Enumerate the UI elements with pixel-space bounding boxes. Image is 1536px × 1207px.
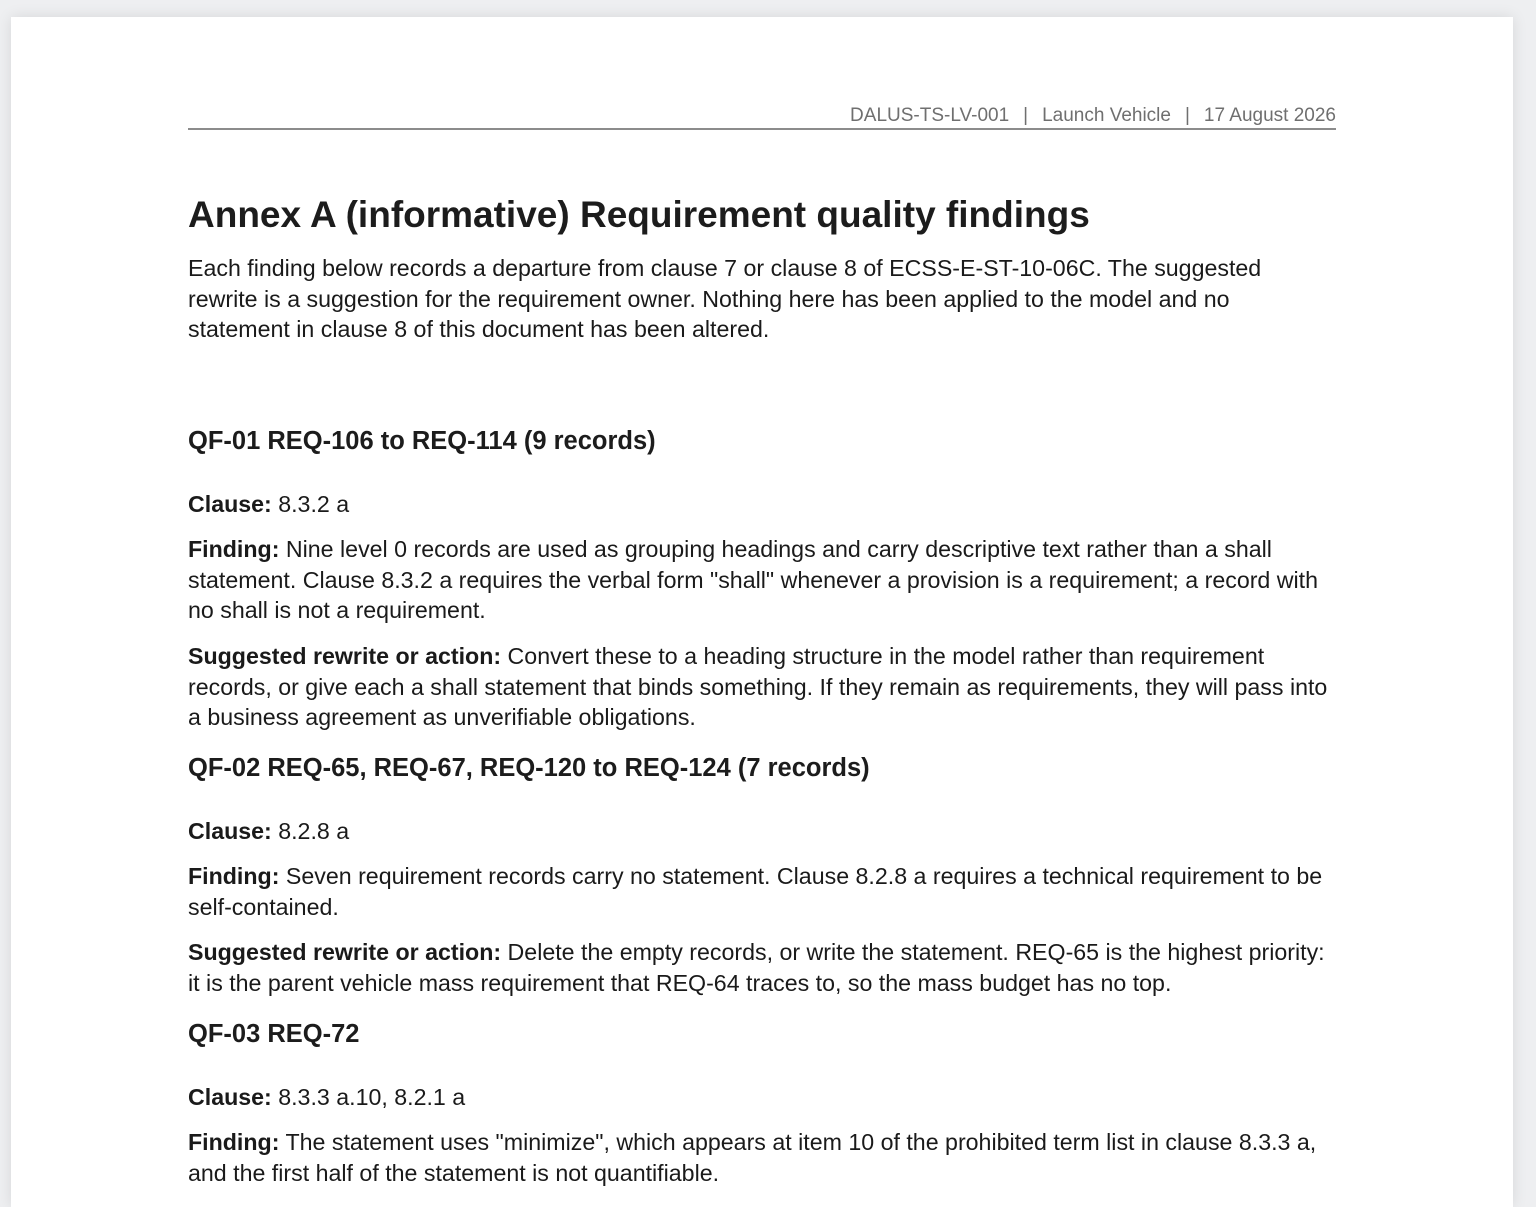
finding-title-qf-03: QF-03 REQ-72 (188, 1020, 360, 1048)
clause-value: 8.3.2 a (278, 491, 350, 517)
annex-title: Annex A (informative) Requirement quality findings (188, 194, 1090, 235)
action-label: Suggested rewrite or action: (188, 643, 502, 669)
finding-text-qf-03 (188, 1127, 1338, 1188)
header-subject: Launch Vehicle (1042, 105, 1171, 126)
document-page (11, 17, 1513, 1207)
annex-intro: Each finding below records a departure from clause 7 or clause 8 of ECSS-E-ST-10-06C. The suggested rewrite is a suggestion for the requirement owner. Nothing here has been applied to the model and no statement in clause 8 of this document has been altered. (188, 255, 1262, 342)
clause-value: 8.2.8 a (278, 818, 350, 844)
finding-value: Nine level 0 records are used as grouping headings and carry descriptive text rather than a shall statement. Clause 8.3.2 a requires the verbal form "shall" whenever a provision is a requirement; a record with no shall is not a requirement. (188, 536, 1319, 623)
finding-value: The statement uses "minimize", which appears at item 10 of the prohibited term list in clause 8.3.3 a, and the first half of the statement is not quantifiable. (188, 1129, 1317, 1186)
action-value: Delete the empty records, or write the statement. REQ-65 is the highest priority: it is the parent vehicle mass requirement that REQ-64 traces to, so the mass budget has no top. (188, 939, 1325, 996)
header-separator: | (1023, 105, 1029, 126)
header-separator: | (1184, 105, 1190, 126)
clause-label: Clause: (188, 491, 272, 517)
finding-text-qf-02 (188, 861, 1338, 922)
finding-clause-qf-03 (188, 1082, 1338, 1113)
clause-label: Clause: (188, 818, 272, 844)
header-doc-id: DALUS-TS-LV-001 (850, 105, 1010, 126)
finding-clause-qf-01 (188, 489, 1338, 520)
running-header (188, 104, 1336, 130)
clause-label: Clause: (188, 1084, 272, 1110)
finding-action-qf-01 (188, 641, 1338, 733)
action-value: Convert these to a heading structure in the model rather than requirement records, or give each a shall statement that binds something. If they remain as requirements, they will pass into a business agreement as unverifiable obligations. (188, 643, 1328, 730)
finding-label: Finding: (188, 863, 280, 889)
action-label: Suggested rewrite or action: (188, 939, 502, 965)
header-date: 17 August 2026 (1203, 105, 1336, 126)
finding-text-qf-01 (188, 534, 1338, 626)
finding-value: Seven requirement records carry no statement. Clause 8.2.8 a requires a technical requirement to be self-contained. (188, 863, 1323, 920)
clause-value: 8.3.3 a.10, 8.2.1 a (278, 1084, 466, 1110)
finding-action-qf-02 (188, 937, 1338, 998)
finding-label: Finding: (188, 536, 280, 562)
finding-title-qf-01: QF-01 REQ-106 to REQ-114 (9 records) (188, 427, 656, 455)
finding-clause-qf-02 (188, 816, 1338, 847)
finding-label: Finding: (188, 1129, 280, 1155)
finding-title-qf-02: QF-02 REQ-65, REQ-67, REQ-120 to REQ-124 (7 records) (188, 754, 870, 782)
